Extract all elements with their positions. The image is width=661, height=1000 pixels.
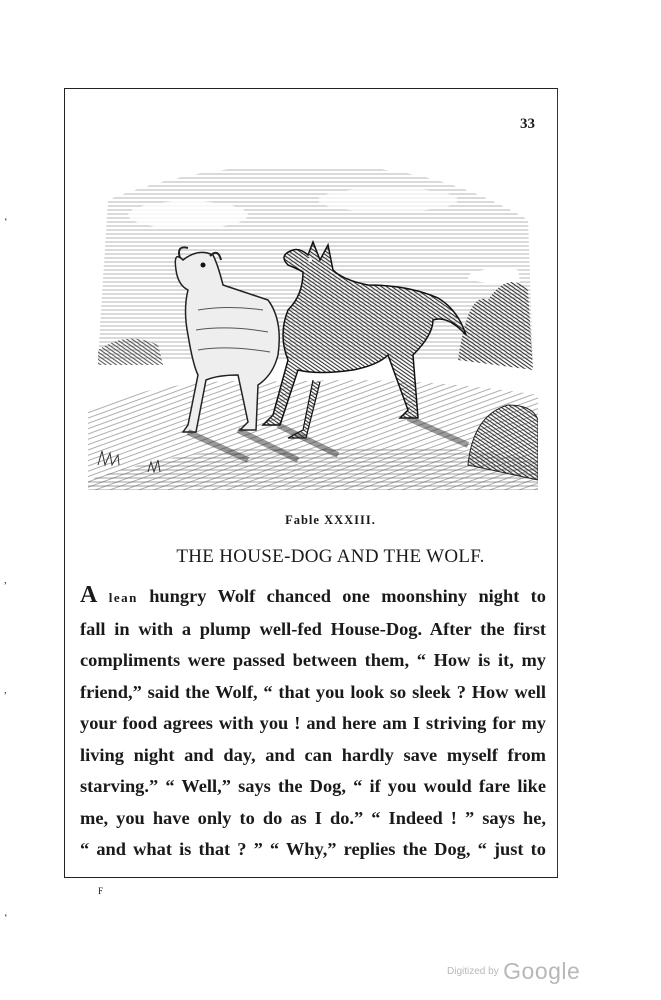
body-line: friend,” said the Wolf, “ that you look so sleek ? How well [80, 681, 546, 702]
fable-title: THE HOUSE-DOG AND THE WOLF. [176, 546, 485, 567]
fable-body-text [80, 580, 546, 866]
body-line: your food agrees with you ! and here am I striving for my [80, 713, 546, 733]
page-number: 33 [520, 116, 535, 132]
margin-mark: ‘ [4, 216, 8, 228]
google-logo: Google [503, 958, 581, 984]
line-text: hungry Wolf chanced one moonshiny night to [149, 586, 546, 606]
signature-mark: F [98, 886, 104, 896]
margin-mark: , [4, 574, 7, 586]
drop-cap: A [80, 582, 98, 608]
body-line: living night and day, and can hardly save myself from [80, 744, 546, 765]
body-line: fall in with a plump well-fed House-Dog. After the first [80, 618, 546, 639]
margin-mark: ‘ [4, 912, 8, 924]
body-line: “ and what is that ? ” “ Why,” replies the Dog, “ just to [80, 839, 546, 859]
cloud [318, 188, 458, 212]
watermark-prefix: Digitized by [447, 966, 499, 977]
lead-word: lean [108, 590, 138, 605]
body-line: starving.” “ Well,” says the Dog, “ if you would fare like [80, 776, 546, 796]
cloud [128, 201, 248, 229]
engraving-illustration [88, 160, 538, 490]
margin-mark: , [4, 684, 7, 696]
body-line [80, 580, 546, 614]
body-line: compliments were passed between them, “ How is it, my [80, 650, 546, 670]
google-watermark [447, 958, 580, 985]
fable-number-label: Fable XXXIII. [285, 513, 376, 527]
body-line: me, you have only to do as I do.” “ Indeed ! ” says he, [80, 807, 546, 828]
